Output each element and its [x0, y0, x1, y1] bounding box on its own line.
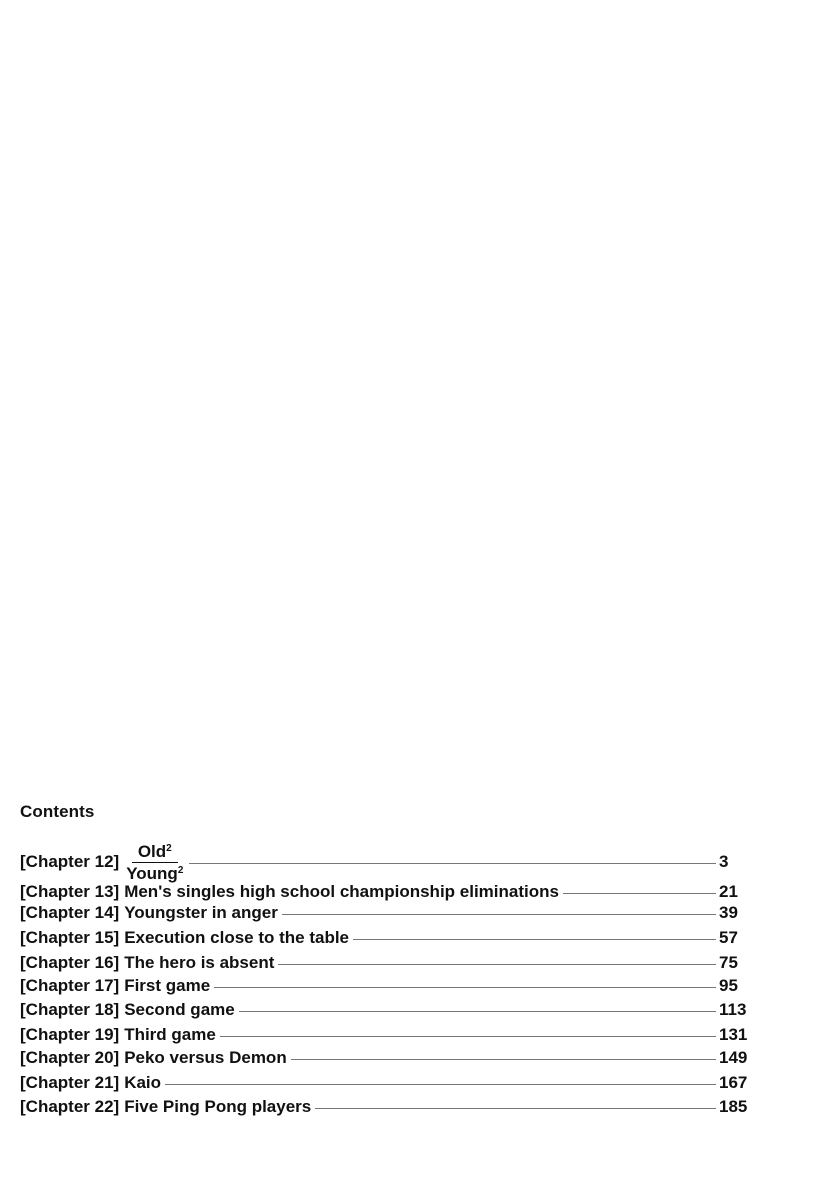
page-number: 149 [719, 1048, 748, 1067]
chapter-title: The hero is absent [124, 953, 275, 972]
dot-leader [282, 914, 716, 915]
denominator-superscript: 2 [177, 864, 184, 876]
page-number: 57 [719, 928, 738, 947]
table-of-contents [20, 0, 755, 1200]
fraction-numerator [132, 843, 178, 863]
dot-leader [214, 987, 716, 988]
page-number: 167 [719, 1073, 748, 1092]
chapter-number: [Chapter 13] [20, 882, 120, 901]
chapter-title: Youngster in anger [124, 903, 278, 922]
chapter-number: [Chapter 12] [20, 852, 120, 871]
page-number: 131 [719, 1025, 748, 1044]
dot-leader [189, 863, 716, 864]
denominator-text: Young [126, 863, 178, 883]
toc-row-chapter-18 [20, 998, 755, 1022]
dot-leader [278, 964, 716, 965]
numerator-superscript: 2 [166, 842, 172, 854]
chapter-number: [Chapter 18] [20, 1000, 120, 1019]
chapter-number: [Chapter 21] [20, 1073, 120, 1092]
numerator-text: Old [137, 841, 167, 861]
page-number: 113 [719, 1000, 747, 1019]
dot-leader [353, 939, 716, 940]
page-number: 21 [719, 882, 738, 901]
toc-row-chapter-19 [20, 1023, 755, 1047]
chapter-title: Third game [124, 1025, 216, 1044]
dot-leader [563, 893, 716, 894]
dot-leader [165, 1084, 716, 1085]
toc-row-chapter-14 [20, 901, 755, 925]
chapter-number: [Chapter 16] [20, 953, 120, 972]
chapter-number: [Chapter 20] [20, 1048, 120, 1067]
chapter-title: First game [124, 976, 211, 995]
page-number: 185 [719, 1097, 748, 1116]
toc-row-chapter-17 [20, 974, 755, 998]
chapter-title: Second game [124, 1000, 235, 1019]
toc-row-chapter-16 [20, 951, 755, 975]
dot-leader [291, 1059, 716, 1060]
chapter-title: Men's singles high school championship eliminations [124, 882, 559, 901]
chapter-title-fraction [124, 843, 185, 882]
chapter-number: [Chapter 14] [20, 903, 120, 922]
chapter-title: Five Ping Pong players [124, 1097, 312, 1116]
chapter-number: [Chapter 22] [20, 1097, 120, 1116]
chapter-title: Kaio [124, 1073, 162, 1092]
dot-leader [315, 1108, 716, 1109]
page-number: 3 [719, 852, 729, 871]
page-number: 75 [719, 953, 738, 972]
fraction-denominator [124, 863, 185, 882]
page-title: Contents [20, 802, 95, 821]
toc-row-chapter-21 [20, 1071, 755, 1095]
chapter-number: [Chapter 17] [20, 976, 120, 995]
toc-row-chapter-22 [20, 1095, 755, 1119]
toc-row-chapter-20 [20, 1046, 755, 1070]
chapter-title: Execution close to the table [124, 928, 350, 947]
toc-row-chapter-15 [20, 926, 755, 950]
chapter-number: [Chapter 19] [20, 1025, 120, 1044]
page-number: 95 [719, 976, 738, 995]
chapter-title: Peko versus Demon [124, 1048, 287, 1067]
chapter-number: [Chapter 15] [20, 928, 120, 947]
dot-leader [220, 1036, 716, 1037]
toc-row-chapter-12 [20, 841, 755, 883]
dot-leader [239, 1011, 716, 1012]
page-number: 39 [719, 903, 738, 922]
